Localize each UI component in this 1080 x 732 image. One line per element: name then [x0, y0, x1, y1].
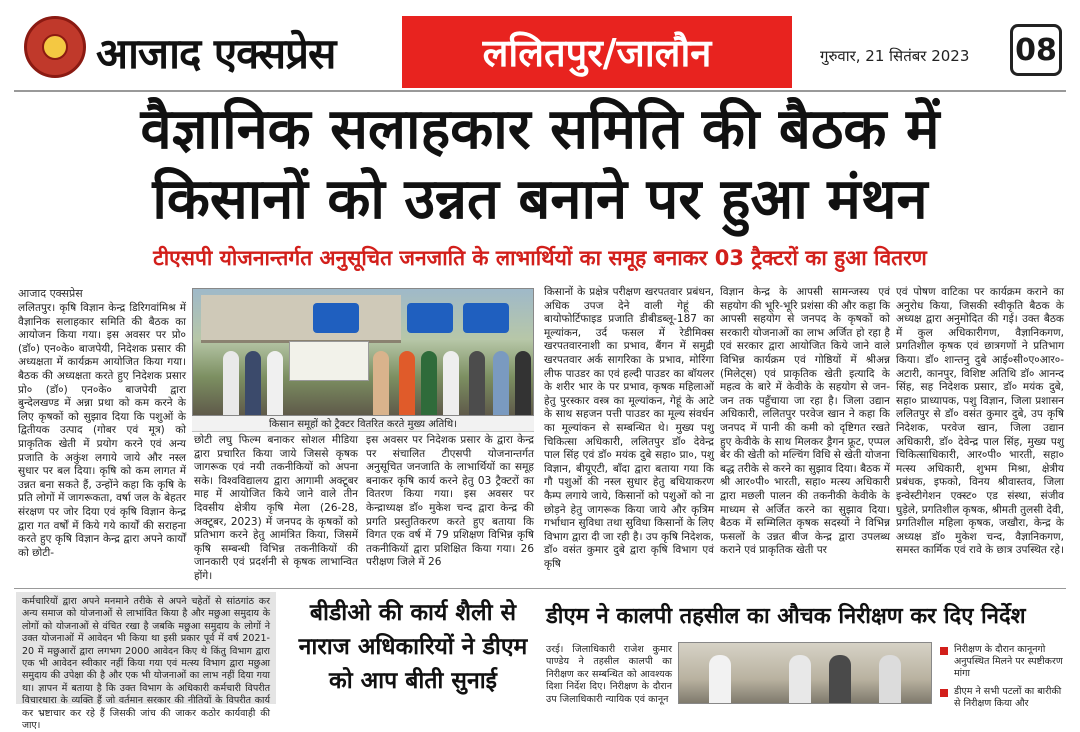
- edition-banner: ललितपुर/जालौन: [402, 16, 792, 88]
- paper-name: आजाद एक्सप्रेस: [96, 29, 336, 78]
- lead-column-4: किसानों के प्रक्षेत्र परीक्षण खरपतवार प्रबंधन, अधिक उपज देने वाली गेहूं की बायोफोर्टिफाइड प्रजाति डीबीडब्लू-187 का मूल्यांकन, उर्द फसल में रेडीमिक्स खरपतवारनाशी का प्रभाव, बैंगन में समुद्री खरपतवार अर्क सागरिका के प्रभाव, मोरिंगा लीफ पाउडर का एवं हल्दी पाउडर का बॉयलर के शरीर भार के पर प्रभाव, कृषक महिलाओं हेतु पुरस्कार वस्त्र का मूल्यांकन, गेहूं के आटे के साथ सहजन पत्ती पाउडर का मूल्य संवर्धन का मूल्यांकन से सम्बन्धित थे। मुख्य पशु चिकित्सा अधिकारी, ललितपुर डॉ० देवेन्द्र पाल सिंह एवं डॉ० मयंक दुबे सहा० प्रा०, पशु विज्ञान, बीयूएटी, बाँदा द्वारा बताया गया कि गौ पशुओं की नस्ल सुधार हेतु बधियाकरण कैम्प लगाये जाये, किसानों को पशुओं को ना छोड़ने हेतु जागरूक किया जाये और कृत्रिम गर्भाधान सुविधा तथा सुविधा किसानों के लिए विभाग द्वारा दी जा रही है। उप कृषि निदेशक, डॉ० वसंत कुमार दुबे द्वारा कृषि विभाग एवं कृषि: [544, 286, 714, 570]
- dm-story-highlights: [940, 644, 1066, 716]
- lead-column-6: एवं पोषण वाटिका पर कार्यक्रम कराने का अनुरोध किया, जिसकी स्वीकृति बैठक के अध्यक्ष द्वारा अनुमोदित की गई। उक्त बैठक में कुल अधिकारीगण, वैज्ञानिकगण, प्रगतिशील कृषक एवं छात्रगणों ने प्रतिभाग किया। डॉ० शान्तनु दुबे आई०सी०ए०आर०-अटारी, कानपुर, विशिष्ट अतिथि डॉ० आनन्द सिंह, सह निदेशक प्रसार, डॉ० मयंक दुबे, सहा० प्राध्यापक, पशु विज्ञान, जिला प्रशासन ललितपुर से डॉ० वसंत कुमार दुबे, उप कृषि निदेशक, परवेज खान, जिला उद्यान अधिकारी, डॉ० देवेन्द्र पाल सिंह, मुख्य पशु चिकित्साधिकारी, आर०पी० भारती, सहा० मत्स्य अधिकारी, शुभम मिश्रा, क्षेत्रीय प्रबंधक, इफको, विनय श्रीवास्तव, जिला इन्वेस्टीगेशन एक्स्ट० एड संस्था, संजीव घुड़ेले, प्रगतिशील कृषक, श्रीमती तुलसी देवी, प्रगतिशील महिला कृषक, जखौरा, केन्द्र के अध्यक्ष डॉ० मुकेश चन्द, वैज्ञानिकगण, समस्त कार्मिक एवं रावे के छात्र उपस्थित रहे।: [896, 286, 1064, 557]
- bdo-story-headline: बीडीओ की कार्य शैली से नाराज अधिकारियों ने डीएम को आप बीती सुनाई: [298, 600, 528, 694]
- lead-headline: [14, 94, 1066, 234]
- page-number: 08: [1010, 24, 1062, 76]
- lead-headline-line-2: किसानों को उन्नत बनाने पर हुआ मंथन: [152, 166, 928, 232]
- tractor-distribution-photo: [192, 288, 534, 416]
- dm-story-body: उरई। जिलाधिकारी राजेश कुमार पाण्डेय ने तहसील कालपी का निरीक्षण कर सम्बन्धित को आवश्यक दिशा निर्देश दिए। निरीक्षण के दौरान उप जिलाधिकारी न्यायिक एवं कानून: [546, 644, 672, 705]
- masthead: [14, 8, 1066, 88]
- dateline: गुरुवार, 21 सितंबर 2023: [820, 47, 970, 65]
- highlight-item: निरीक्षण के दौरान कानूनगो अनुपस्थित मिलने पर स्पष्टीकरण मांगा: [940, 644, 1066, 680]
- section-divider: [14, 588, 1066, 589]
- masthead-rule: [14, 90, 1066, 92]
- lead-column-1: ललितपुर। कृषि विज्ञान केन्द्र डिरिगवांमिश्र में वैज्ञानिक सलाहकार समिति की बैठक का आयोजन किया गया। इस अवसर पर प्रो० (डॉ०) एन०के० बाजपेयी, निदेशक प्रसार की अध्यक्षता में कार्यक्रम आयोजित किया गया। बैठक की अध्यक्षता करते हुए निदेशक प्रसार प्रो० (डॉ०) एन०के० बाजपेयी द्वारा बुन्देलखण्ड में अन्ना प्रथा को कम करने के लिए कृषकों को सुझाव दिया कि पशुओं के द्वितीयक उत्पाद (गोबर एवं मूत्र) को प्राकृतिक खेती में प्रयोग करने एवं अन्य प्रजाति के अकुंश लगाये जाये और नस्ल सुधार पर बल दिया। कृषि को कम लागत में उन्नत बना सकते हैं, उन्होंने कहा कि कृषि के प्रति लोगों में जागरूकता, वर्षा जल के बेहतर संरक्षण पर जोर दिया एवं कृषि विज्ञान केन्द्र द्वारा गत वर्षों में किये गये कार्यों की सराहना करते हुए कृषि विज्ञान केन्द्र द्वारा अपने कार्यों को छोटी-: [18, 302, 186, 559]
- lead-column-2: छोटी लघु फिल्म बनाकर सोशल मीडिया द्वारा प्रचारित किया जाये जिससे कृषक जागरूक एवं नयी तकनीकियों को अपना सके। विश्वविद्यालय द्वारा आगामी अक्टूबर माह में आयोजित किये जाने वाले तीन दिवसीय क्षेत्रीय कृषि मेला (26-28, अक्टूबर, 2023) में जनपद के कृषकों को प्रतिभाग करने हेतु आमंत्रित किया, जिसमें कृषि सम्बन्धी विभिन्न तकनीकियों की जानकारी एवं प्रदर्शनी से कृषक लाभान्वित होंगे।: [194, 434, 358, 582]
- byline: आजाद एक्सप्रेस: [18, 287, 83, 300]
- highlight-item: डीएम ने सभी पटलों का बारीकी से निरीक्षण किया और: [940, 686, 1066, 710]
- lead-headline-line-1: वैज्ञानिक सलाहकार समिति की बैठक में: [140, 96, 940, 162]
- lead-subheadline: टीएसपी योजनान्तर्गत अनुसूचित जनजाति के लाभार्थियों का समूह बनाकर 03 ट्रैक्टरों का हुआ वितरण: [153, 246, 927, 270]
- lead-column-5: विज्ञान केन्द्र के आपसी सामन्जस्य एवं सहयोग की भूरि-भूरि प्रशंसा की और कहा कि आपसी सहयोग से जनपद के कृषकों को सरकारी योजनाओं का लाभ अर्जित हो रहा है एवं सरकार द्वारा आयोजित किये जाने वाले विभिन्न कार्यक्रम एवं गोष्ठियों में श्रीअन्न (मिलेट्स) एवं प्राकृतिक खेती इत्यादि के महत्व के बारे में केवीके के सहयोग से जन-जन तक पहुँचाया जा रहा है। जिला उद्यान अधिकारी, ललितपुर परवेज खान ने कहा कि जनपद में पानी की कमी को दृष्टिगत रखते हुए केवीके के साथ मिलकर ड्रैगन फ्रूट, एप्पल बेर की खेती को मल्चिंग विधि से खेती योजना बद्ध तरीके से करने का सुझाव दिया। बैठक में श्री आर०पी० भारती, सहा० मत्स्य अधिकारी द्वारा मछली पालन की तकनीकी केवीके के माध्यम से अर्जित करने का सुझाव दिया। बैठक में सम्मिलित कृषक सदस्यों ने विभिन्न फसलों के उन्नत बीज केन्द्र द्वारा उपलब्ध कराने एवं प्राकृतिक खेती पर: [720, 286, 891, 557]
- photo-caption: किसान समूहों को ट्रैक्टर वितरित करते मुख्य अतिथि।: [192, 416, 534, 432]
- lead-column-3: इस अवसर पर निदेशक प्रसार के द्वारा केन्द्र पर संचालित टीएसपी योजनान्तर्गत अनुसूचित जनजाति के लाभार्थियों का समूह बनाकर कृषि कार्य करने हेतु 03 ट्रैक्टरों का वितरण किया गया। इस अवसर पर केन्द्राध्यक्ष डॉ० मुकेश चन्द द्वारा केन्द्र की प्रगति प्रस्तुतिकरण करते हुए बताया कि विगत एक वर्ष में 79 प्रशिक्षण विभिन्न कृषि तकनीकियों द्वारा प्रशिक्षित किया गया। 26 परीक्षण जिले में 26: [366, 434, 534, 569]
- newspaper-logo-icon: [24, 16, 86, 78]
- fisheries-memo-box: कर्मचारियों द्वारा अपने मनमाने तरीके से अपने चहेतों से सांठगांठ कर अन्य समाज को योजनाओं से लाभांवित किया है और मछुआ समुदाय के लोगों को योजनाओं से वंचित रखा है जबकि मछुआ समुदाय के लोगों ने उक्त योजनाओं में आवेदन भी किया था इसी प्रकार पूर्व में वर्ष 2021-20 में मछुआरों द्वारा लगभग 2000 आवेदन किए थे किंतु विभाग द्वारा एक भी आवेदन स्वीकार नहीं किया गया एवं मत्स्य विभाग द्वारा मछुआ समुदाय की उपेक्षा की है और एक भी योजनाओं का लाभ नहीं दिया गया था। ज्ञापन में बताया है कि उक्त विभाग के अधिकारी कर्मचारी विपरीत विचारधारा के व्यक्ति हैं जो वर्तमान सरकार की नीतियों के विपरीत कार्य कर भ्रष्टाचार कर रहे हैं जिसकी जांच की जाकर कठोर कार्यवाही की जाए।: [16, 592, 276, 704]
- dm-story-headline: डीएम ने कालपी तहसील का औचक निरीक्षण कर दिए निर्देश: [546, 604, 1026, 629]
- dm-inspection-photo: [678, 642, 932, 704]
